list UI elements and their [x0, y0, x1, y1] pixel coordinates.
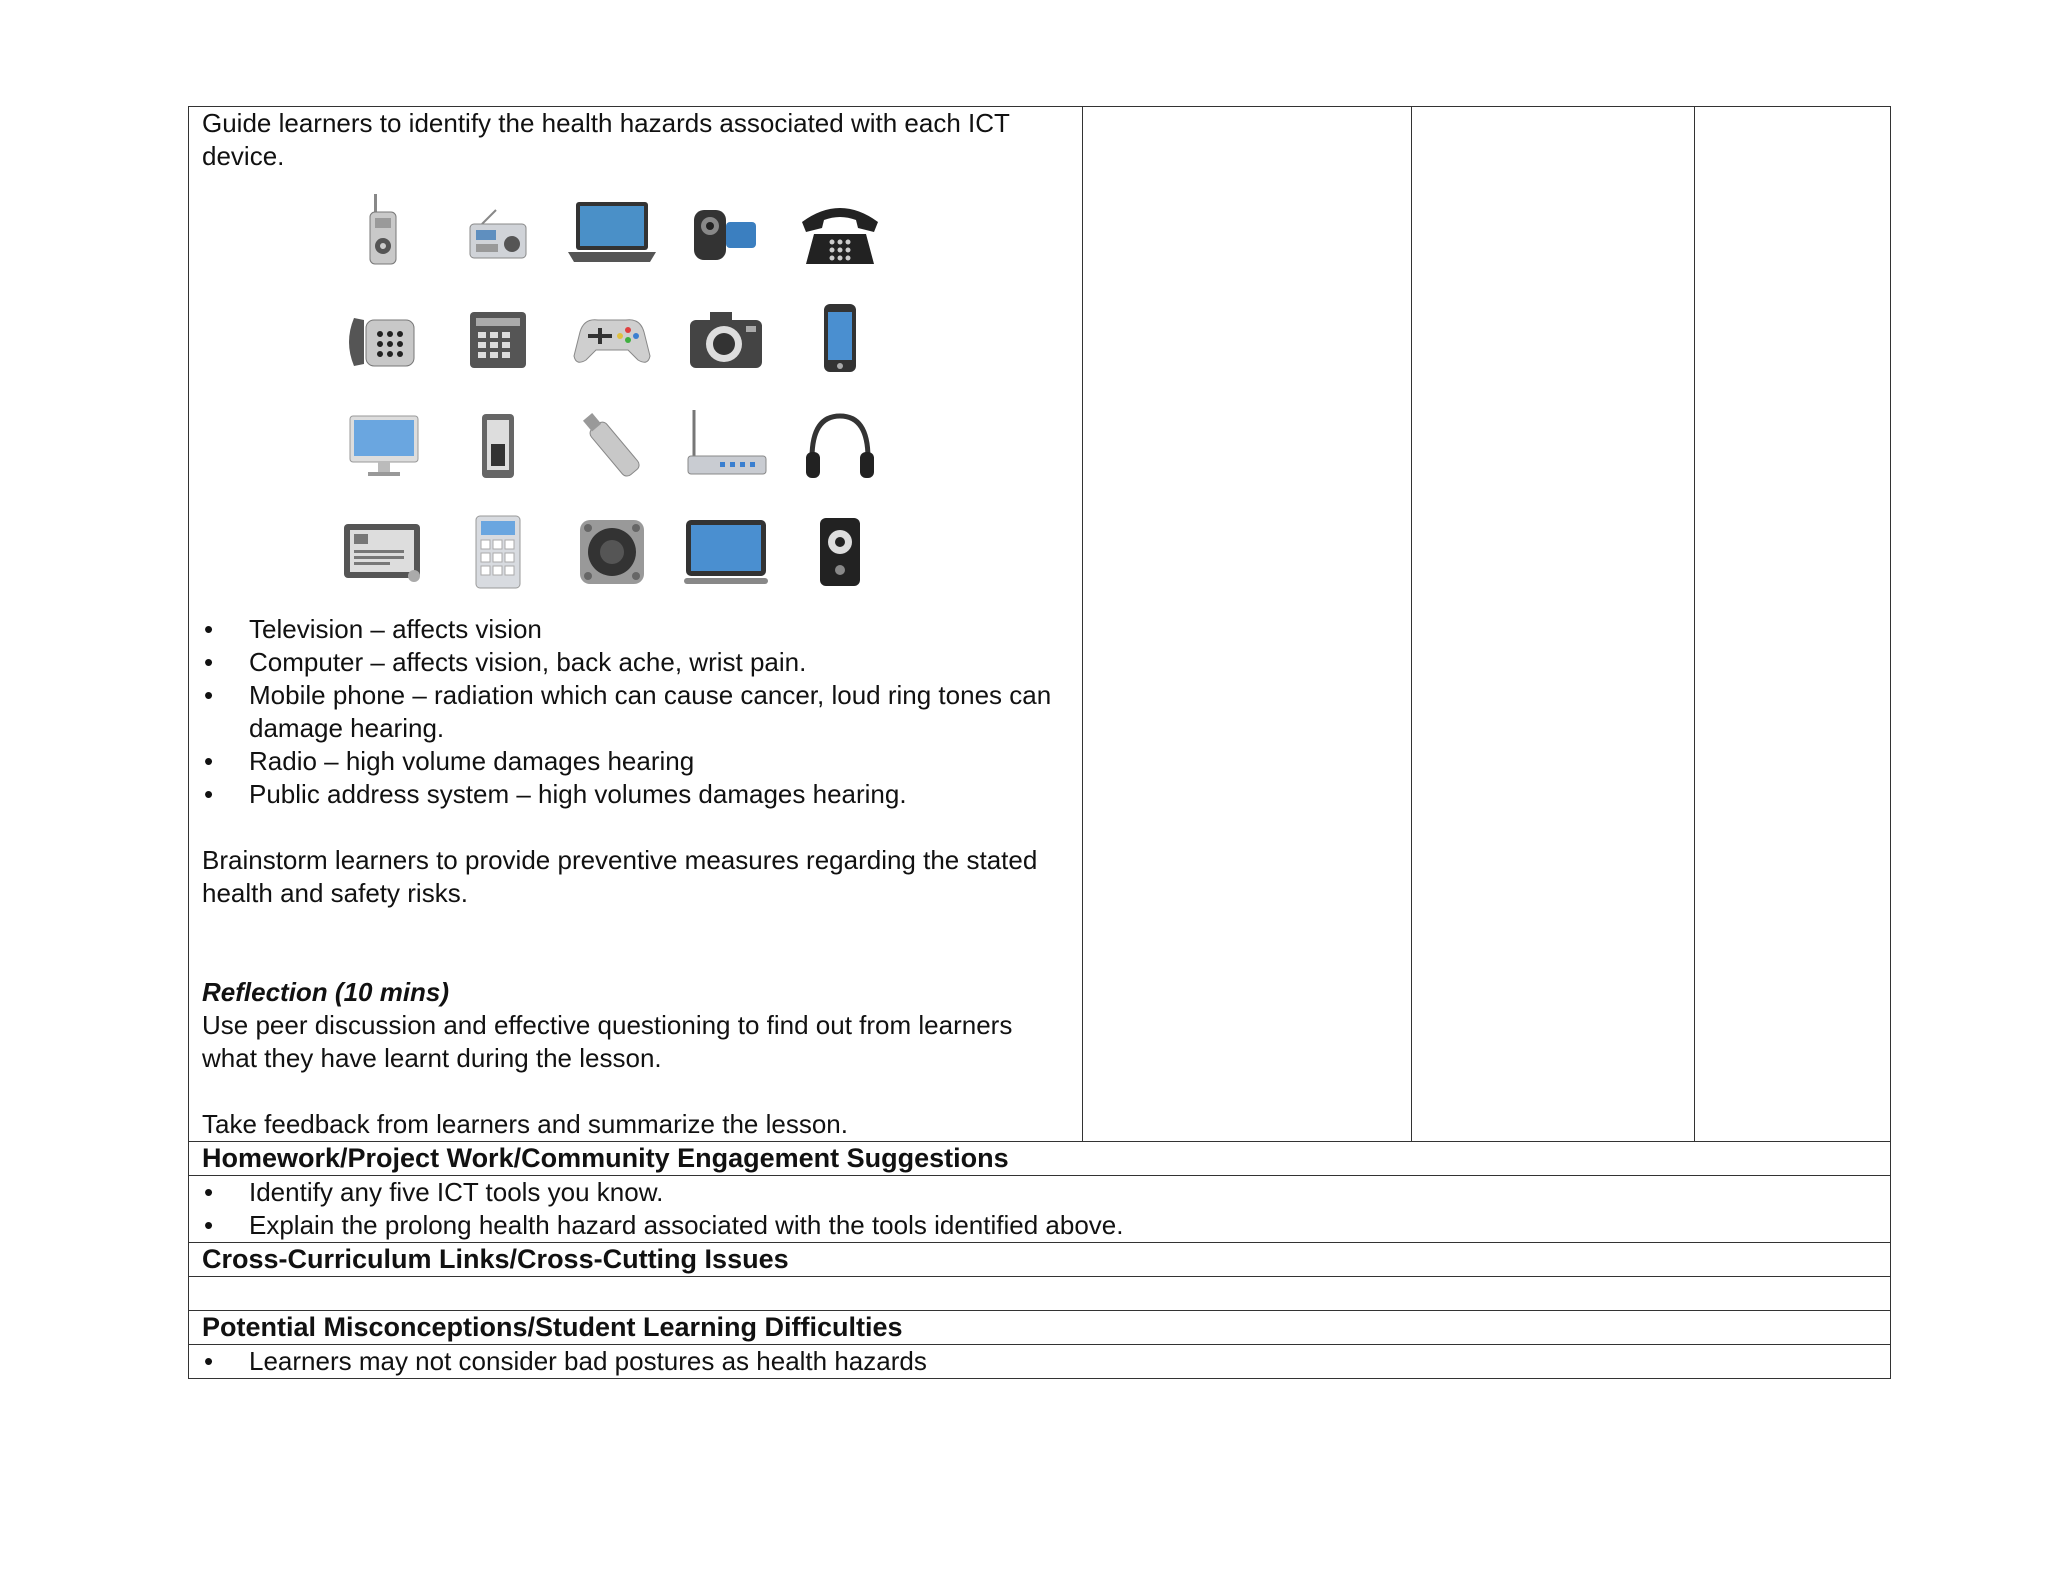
desk-phone-icon [329, 287, 439, 393]
monitor-icon [329, 393, 439, 499]
lesson-plan-table [188, 106, 1891, 1379]
misconceptions-list [202, 1345, 1890, 1378]
speaker-icon [557, 499, 667, 605]
list-item: • Explain the prolong health hazard associated with the tools identified above. [202, 1209, 1890, 1242]
empty-column-2 [1083, 107, 1412, 1142]
reflection-heading: Reflection (10 mins) [202, 977, 450, 1007]
walkie-talkie-icon [329, 181, 439, 287]
speaker-box-icon [785, 499, 895, 605]
intro-text: Guide learners to identify the health hazards associated with each ICT device. [202, 108, 1010, 171]
headphones-icon [785, 393, 895, 499]
game-controller-icon [557, 287, 667, 393]
router-icon [671, 393, 781, 499]
empty-column-4 [1695, 107, 1891, 1142]
misconceptions-heading: Potential Misconceptions/Student Learning Difficulties [189, 1311, 1891, 1345]
laptop-icon [557, 181, 667, 287]
misconceptions-cell [189, 1345, 1891, 1379]
smartphone-icon [785, 287, 895, 393]
list-item: • Identify any five ICT tools you know. [202, 1176, 1890, 1209]
homework-heading: Homework/Project Work/Community Engagement Suggestions [189, 1142, 1891, 1176]
empty-column-3 [1412, 107, 1695, 1142]
tablet-card-icon [329, 499, 439, 605]
video-camera-icon [671, 181, 781, 287]
radio-icon [443, 181, 553, 287]
cross-curriculum-cell [189, 1277, 1891, 1311]
calculator-icon [443, 499, 553, 605]
camera-icon [671, 287, 781, 393]
homework-cell [189, 1176, 1891, 1243]
hazard-list [202, 613, 1072, 811]
list-item: • Television – affects vision [202, 613, 1072, 646]
list-item: • Mobile phone – radiation which can cause cancer, loud ring tones can damage hearing. [202, 679, 1072, 745]
lesson-activity-cell [189, 107, 1083, 1142]
list-item: • Learners may not consider bad postures as health hazards [202, 1345, 1890, 1378]
usb-drive-icon [557, 393, 667, 499]
telephone-icon [785, 181, 895, 287]
list-item: • Public address system – high volumes damages hearing. [202, 778, 1072, 811]
feedback-text: Take feedback from learners and summarize the lesson. [202, 1109, 848, 1139]
ict-device-icons [329, 181, 1072, 605]
mp3-player-icon [443, 393, 553, 499]
reflection-text: Use peer discussion and effective questioning to find out from learners what they have learnt during the lesson. [202, 1010, 1013, 1073]
homework-list [202, 1176, 1890, 1242]
brainstorm-text: Brainstorm learners to provide preventive measures regarding the stated health and safety risks. [202, 845, 1038, 908]
laptop-screen-icon [671, 499, 781, 605]
cross-curriculum-heading: Cross-Curriculum Links/Cross-Cutting Issues [189, 1243, 1891, 1277]
list-item: • Computer – affects vision, back ache, wrist pain. [202, 646, 1072, 679]
list-item: • Radio – high volume damages hearing [202, 745, 1072, 778]
fax-machine-icon [443, 287, 553, 393]
